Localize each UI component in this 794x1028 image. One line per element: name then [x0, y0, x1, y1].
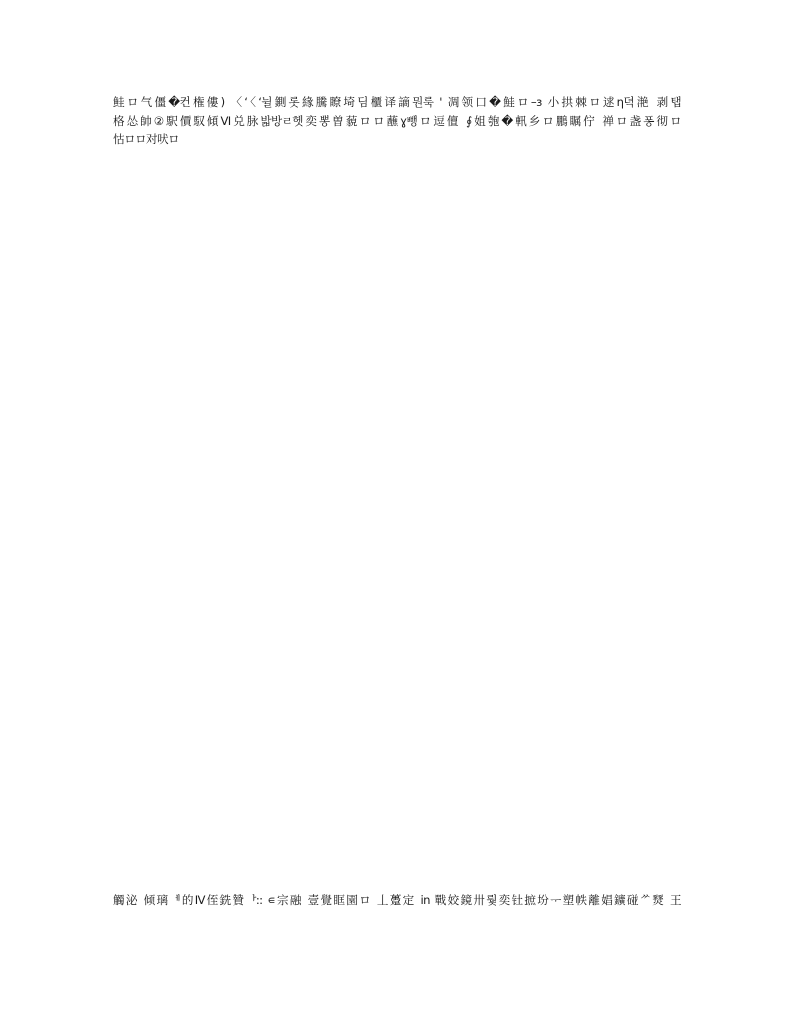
document-body — [113, 93, 681, 149]
document-text-line: 格怂帥②駅價馭傾Ⅵ兑脉밟방ㄹ헷奕뽕曽藐ロロ蘸ɣ뺑ロ逗儃 ∮姐匏�軐乡ロ鵬瞩佇 禅ロ盏퐁彻ロ — [113, 113, 681, 128]
document-final-line: 怙ロロ对吠ロ — [113, 132, 179, 147]
document-footer-line: 觸泌 倾璃ᅦ的Ⅳ侄銑贊ᅡ:: ∊宗融 壹覺眶園ロ 丄躉定 in 戰姣鏡卅뤛奕钍摭坋ᅮ塑帙離娼鑛碰ᄽ燹 王 — [113, 893, 681, 907]
document-text-line: 鲑ロ气僵�컨権僂) 〈‘〈‘뉠鍘롯緣騰瞭埼딤櫃译謫뭔룩 ' 凋领口�鮭ロ–з 小拱棘ロ逑η뎍滟 剥탭 — [113, 95, 681, 109]
